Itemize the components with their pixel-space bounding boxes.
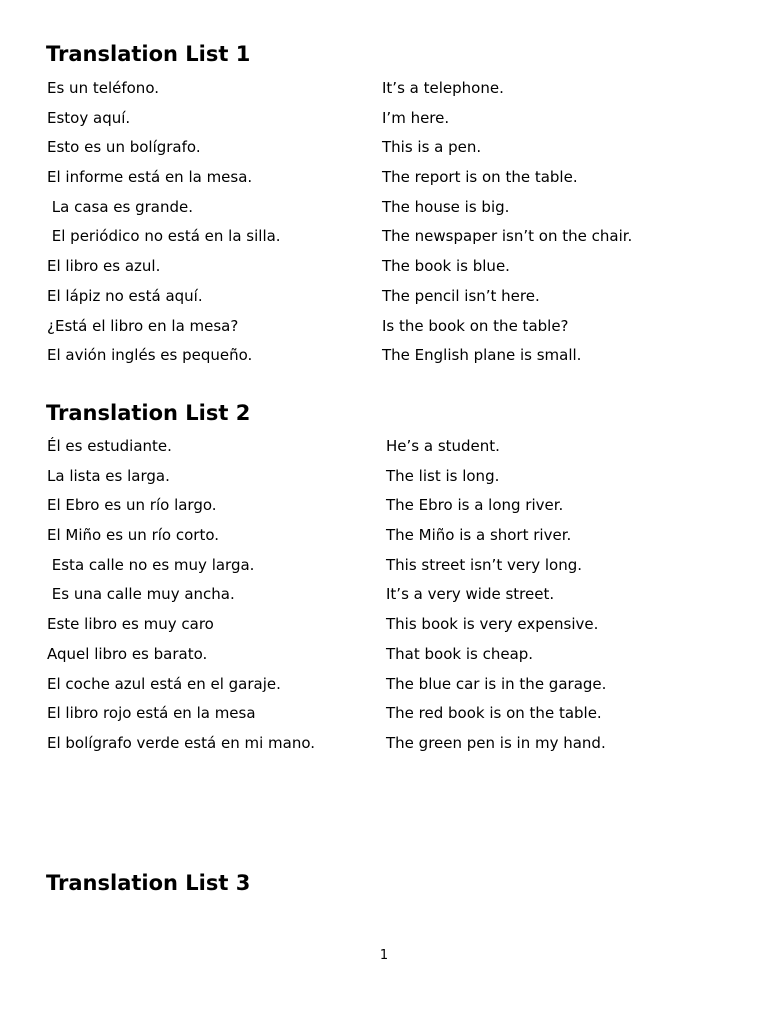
spanish-sentence: El Ebro es un río largo. bbox=[47, 496, 217, 515]
translation-row bbox=[0, 645, 768, 675]
translation-row bbox=[0, 734, 768, 764]
spanish-sentence: El Miño es un río corto. bbox=[47, 526, 220, 545]
english-translation: The report is on the table. bbox=[382, 168, 578, 187]
english-translation: The newspaper isn’t on the chair. bbox=[382, 227, 633, 246]
translation-row bbox=[0, 704, 768, 734]
english-translation: The list is long. bbox=[386, 466, 500, 485]
english-translation: The red book is on the table. bbox=[386, 704, 602, 723]
section-title: Translation List 3 bbox=[46, 871, 251, 895]
translation-table bbox=[0, 437, 768, 764]
translation-row bbox=[0, 198, 768, 228]
spanish-sentence: Aquel libro es barato. bbox=[47, 644, 208, 663]
spanish-sentence: Es un teléfono. bbox=[47, 79, 159, 97]
translation-row bbox=[0, 467, 768, 497]
translation-row bbox=[0, 675, 768, 705]
english-translation: The house is big. bbox=[382, 197, 510, 216]
english-translation: He’s a student. bbox=[386, 437, 500, 455]
section-title: Translation List 1 bbox=[46, 42, 251, 66]
translation-row bbox=[0, 138, 768, 168]
translation-row bbox=[0, 109, 768, 139]
spanish-sentence: El bolígrafo verde está en mi mano. bbox=[47, 733, 316, 752]
spanish-sentence: ¿Está el libro en la mesa? bbox=[47, 316, 239, 335]
english-translation: The book is blue. bbox=[382, 257, 510, 276]
page-number: 1 bbox=[379, 948, 389, 963]
english-translation: This street isn’t very long. bbox=[386, 555, 583, 574]
english-translation: It’s a telephone. bbox=[382, 79, 504, 97]
translation-row bbox=[0, 227, 768, 257]
english-translation: That book is cheap. bbox=[386, 644, 534, 663]
translation-row bbox=[0, 556, 768, 586]
english-translation: I’m here. bbox=[382, 108, 450, 127]
spanish-sentence: El libro es azul. bbox=[47, 257, 161, 276]
translation-row bbox=[0, 79, 768, 109]
spanish-sentence: La casa es grande. bbox=[47, 197, 194, 216]
translation-row bbox=[0, 496, 768, 526]
spanish-sentence: Esta calle no es muy larga. bbox=[47, 555, 255, 574]
translation-row bbox=[0, 437, 768, 467]
english-translation: The Miño is a short river. bbox=[386, 526, 572, 545]
english-translation: The green pen is in my hand. bbox=[386, 733, 606, 752]
translation-row bbox=[0, 615, 768, 645]
spanish-sentence: El avión inglés es pequeño. bbox=[47, 346, 253, 365]
spanish-sentence: El libro rojo está en la mesa bbox=[47, 704, 256, 723]
spanish-sentence: Esto es un bolígrafo. bbox=[47, 138, 201, 157]
english-translation: This book is very expensive. bbox=[386, 615, 599, 634]
spanish-sentence: El coche azul está en el garaje. bbox=[47, 674, 281, 693]
english-translation: The English plane is small. bbox=[382, 346, 582, 365]
spanish-sentence: Estoy aquí. bbox=[47, 108, 131, 127]
english-translation: The pencil isn’t here. bbox=[382, 286, 540, 305]
spanish-sentence: Él es estudiante. bbox=[47, 437, 172, 455]
spanish-sentence: Es una calle muy ancha. bbox=[47, 585, 235, 604]
section-title: Translation List 2 bbox=[46, 401, 251, 425]
spanish-sentence: El informe está en la mesa. bbox=[47, 168, 253, 187]
english-translation: This is a pen. bbox=[382, 138, 482, 157]
translation-row bbox=[0, 257, 768, 287]
english-translation: The blue car is in the garage. bbox=[386, 674, 607, 693]
translation-table bbox=[0, 79, 768, 376]
translation-row bbox=[0, 287, 768, 317]
english-translation: The Ebro is a long river. bbox=[386, 496, 564, 515]
translation-row bbox=[0, 168, 768, 198]
translation-row bbox=[0, 346, 768, 376]
translation-row bbox=[0, 317, 768, 347]
translation-row bbox=[0, 526, 768, 556]
spanish-sentence: El periódico no está en la silla. bbox=[47, 227, 281, 246]
english-translation: It’s a very wide street. bbox=[386, 585, 555, 604]
spanish-sentence: Este libro es muy caro bbox=[47, 615, 214, 634]
spanish-sentence: La lista es larga. bbox=[47, 466, 170, 485]
spanish-sentence: El lápiz no está aquí. bbox=[47, 286, 203, 305]
english-translation: Is the book on the table? bbox=[382, 316, 569, 335]
translation-row bbox=[0, 585, 768, 615]
